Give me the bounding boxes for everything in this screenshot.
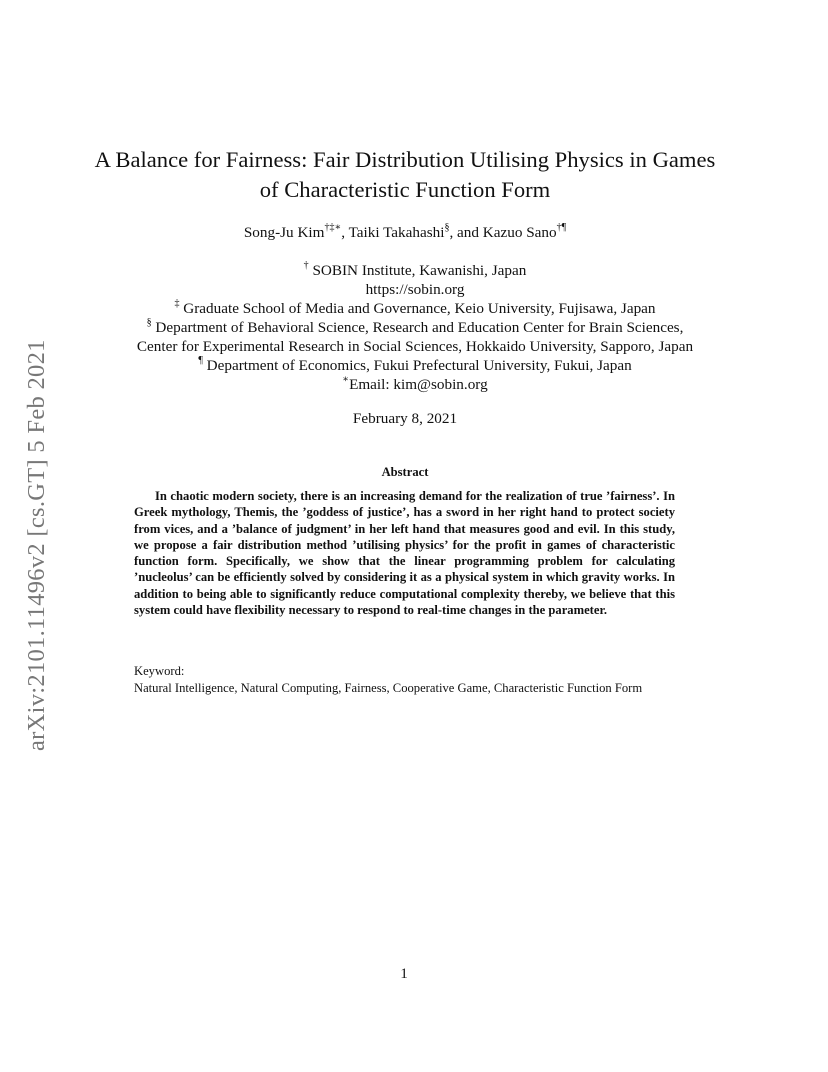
- arxiv-identifier: arXiv:2101.11496v2 [cs.GT] 5 Feb 2021: [23, 339, 50, 751]
- affiliation-line: [60, 261, 770, 280]
- author-separator: , and: [449, 224, 483, 241]
- author-affiliation-marks: †‡∗: [324, 221, 342, 233]
- affiliation-line: [60, 356, 770, 375]
- affiliation-line: [60, 318, 770, 337]
- affiliation-mark: †: [303, 259, 309, 271]
- author-name: Taiki Takahashi: [348, 224, 445, 241]
- page-number: 1: [400, 965, 408, 982]
- abstract-heading: Abstract: [381, 465, 429, 479]
- publication-date: February 8, 2021: [352, 410, 458, 427]
- affiliation-text[interactable]: Email: kim@sobin.org: [349, 376, 488, 393]
- author-affiliation-marks: †¶: [556, 221, 567, 233]
- affiliation-text: Department of Behavioral Science, Research and Education Center for Brain Sciences,: [151, 319, 684, 336]
- affiliation-text[interactable]: https://sobin.org: [365, 281, 465, 298]
- affiliation-line: [60, 299, 770, 318]
- keyword-list: Natural Intelligence, Natural Computing, Fairness, Cooperative Game, Characteristic Function Form: [134, 681, 643, 695]
- author-name: Kazuo Sano: [482, 224, 557, 241]
- author-affiliation-marks: §: [444, 221, 450, 233]
- affiliation-text: Graduate School of Media and Governance, Keio University, Fujisawa, Japan: [179, 300, 656, 317]
- affiliation-mark: ‡: [174, 297, 180, 309]
- abstract-text: In chaotic modern society, there is an increasing demand for the realization of true ’fairness’. In Greek mythology, Themis, the ’goddess of justice’, has a sword in her right hand to protect society from vices, and a ’balance of judgment’ in her left hand that measures good and evil. In this study, we propose a fair distribution method ’utilising physics’ for the profit in games of characteristic function form. Specifically, we show that the linear programming problem for calculating ’nucleolus’ can be efficiently solved by considering it as a physical system in which gravity works. In addition to being able to significantly reduce computational complexity thereby, we believe that this system could have flexibility necessary to respond to real-time changes in the parameter.: [134, 489, 675, 618]
- author-name: Song-Ju Kim: [243, 224, 325, 241]
- keyword-label: Keyword:: [134, 664, 185, 678]
- affiliation-text: Center for Experimental Research in Social Sciences, Hokkaido University, Sapporo, Japan: [136, 338, 694, 355]
- paper-title: A Balance for Fairness: Fair Distribution Utilising Physics in Games of Characteristic Function Form: [94, 147, 716, 202]
- affiliation-mark: §: [146, 316, 152, 328]
- author-separator: ,: [341, 224, 349, 241]
- affiliation-line: [60, 337, 770, 356]
- affiliations: [60, 261, 770, 394]
- author-list: [90, 223, 720, 243]
- affiliation-url[interactable]: [60, 280, 770, 299]
- affiliation-text: Department of Economics, Fukui Prefectural University, Fukui, Japan: [202, 357, 632, 374]
- affiliation-mark: ¶: [198, 354, 203, 366]
- affiliation-text: SOBIN Institute, Kawanishi, Japan: [308, 262, 527, 279]
- affiliation-mark: ∗: [342, 373, 350, 385]
- contact-email[interactable]: [60, 375, 770, 394]
